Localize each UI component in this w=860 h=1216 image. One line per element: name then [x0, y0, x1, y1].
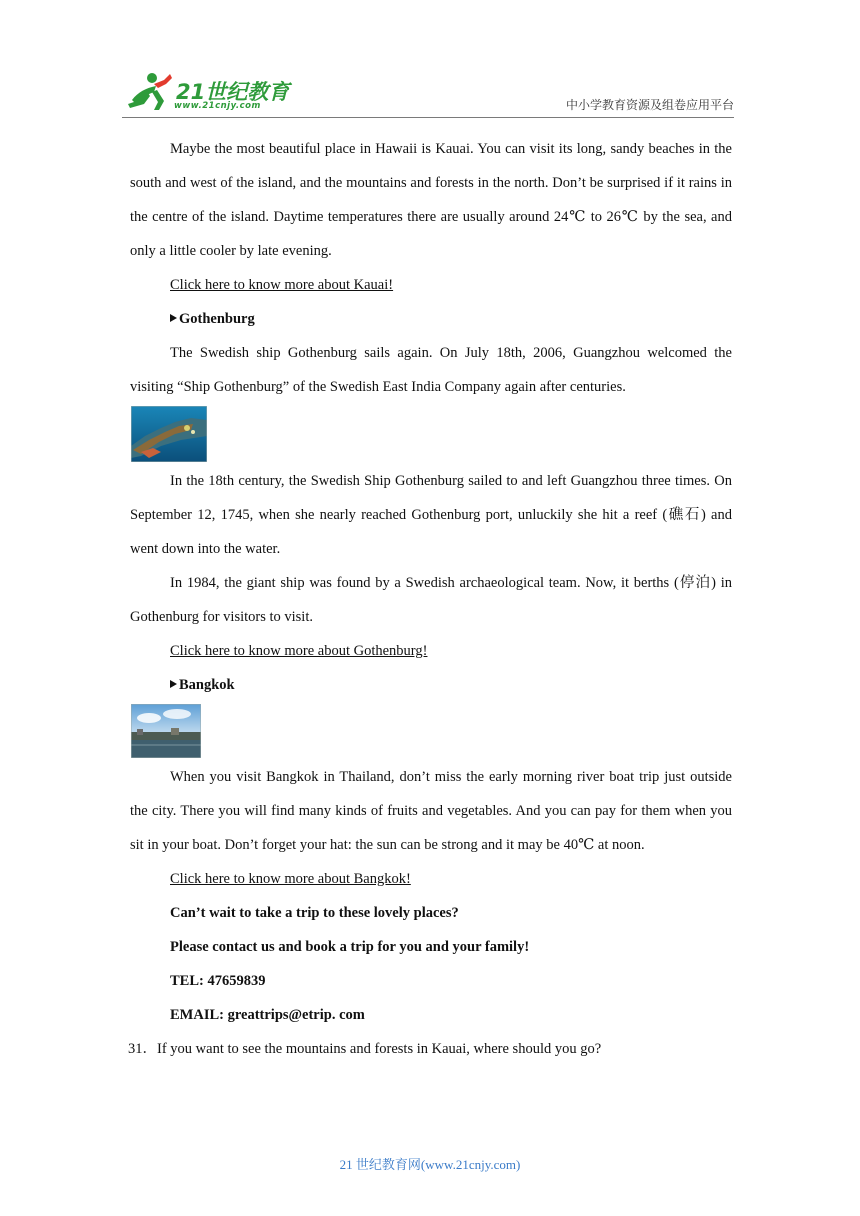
bangkok-paragraph: When you visit Bangkok in Thailand, don’t miss the early morning river boat trip just outside the city. There you will find many kinds of fruits and vegetables. And you can pay for them when you sit in your boat. Don’t forget your hat: the sun can be strong and it may be 40℃ at noon. — [130, 769, 732, 853]
contact-tel: TEL: 47659839 — [170, 973, 266, 989]
bangkok-river-photo — [131, 704, 201, 758]
bangkok-heading-text: Bangkok — [179, 677, 235, 693]
question-text: If you want to see the mountains and forests in Kauai, where should you go? — [157, 1041, 602, 1057]
triangle-bullet-icon — [170, 314, 177, 322]
gothenburg-link[interactable]: Click here to know more about Gothenburg! — [170, 643, 428, 659]
gothenburg-heading — [130, 302, 732, 336]
platform-label: 中小学教育资源及组卷应用平台 — [565, 98, 734, 112]
bangkok-heading — [130, 668, 732, 702]
bangkok-link-line — [130, 862, 732, 896]
closing-call-to-action: Please contact us and book a trip for you and your family! — [170, 939, 530, 955]
triangle-bullet-icon — [170, 680, 177, 688]
gothenburg-paragraph-3: In 1984, the giant ship was found by a Swedish archaeological team. Now, it berths (停泊) in Gothenburg for visitors to visit. — [130, 575, 732, 625]
runner-logo-icon — [124, 70, 176, 112]
gothenburg-paragraph-2: In the 18th century, the Swedish Ship Gothenburg sailed to and left Guangzhou three times. On September 12, 1745, when she nearly reached Gothenburg port, unluckily she hit a reef (礁石) and went down into the water. — [130, 473, 732, 557]
site-logo[interactable] — [122, 68, 292, 114]
logo-wordmark: 21世纪教育 — [176, 80, 290, 104]
ship-photo — [131, 406, 207, 462]
page-header — [122, 68, 734, 118]
header-divider — [122, 117, 734, 118]
kauai-paragraph: Maybe the most beautiful place in Hawaii is Kauai. You can visit its long, sandy beaches in the south and west of the island, and the mountains and forests in the north. Don’t be surprised if it rains in the centre of the island. Daytime temperatures there are usually around 24℃ to 26℃ by the sea, and only a little cooler by late evening. — [130, 141, 732, 259]
kauai-link[interactable]: Click here to know more about Kauai! — [170, 277, 394, 293]
closing-question: Can’t wait to take a trip to these lovely places? — [170, 905, 459, 921]
bangkok-link[interactable]: Click here to know more about Bangkok! — [170, 871, 411, 887]
article-body — [130, 132, 732, 1066]
kauai-link-line — [130, 268, 732, 302]
page-footer[interactable]: 21 世纪教育网(www.21cnjy.com) — [339, 1157, 521, 1172]
logo-url: www.21cnjy.com — [174, 101, 261, 111]
gothenburg-link-line — [130, 634, 732, 668]
gothenburg-paragraph-1: The Swedish ship Gothenburg sails again. On July 18th, 2006, Guangzhou welcomed the visiting “Ship Gothenburg” of the Swedish East India Company again after centuries. — [130, 345, 732, 395]
contact-email: EMAIL: greattrips@etrip. com — [170, 1007, 365, 1023]
gothenburg-heading-text: Gothenburg — [179, 311, 255, 327]
question-31 — [128, 1032, 732, 1066]
question-number: 31． — [128, 1041, 157, 1057]
